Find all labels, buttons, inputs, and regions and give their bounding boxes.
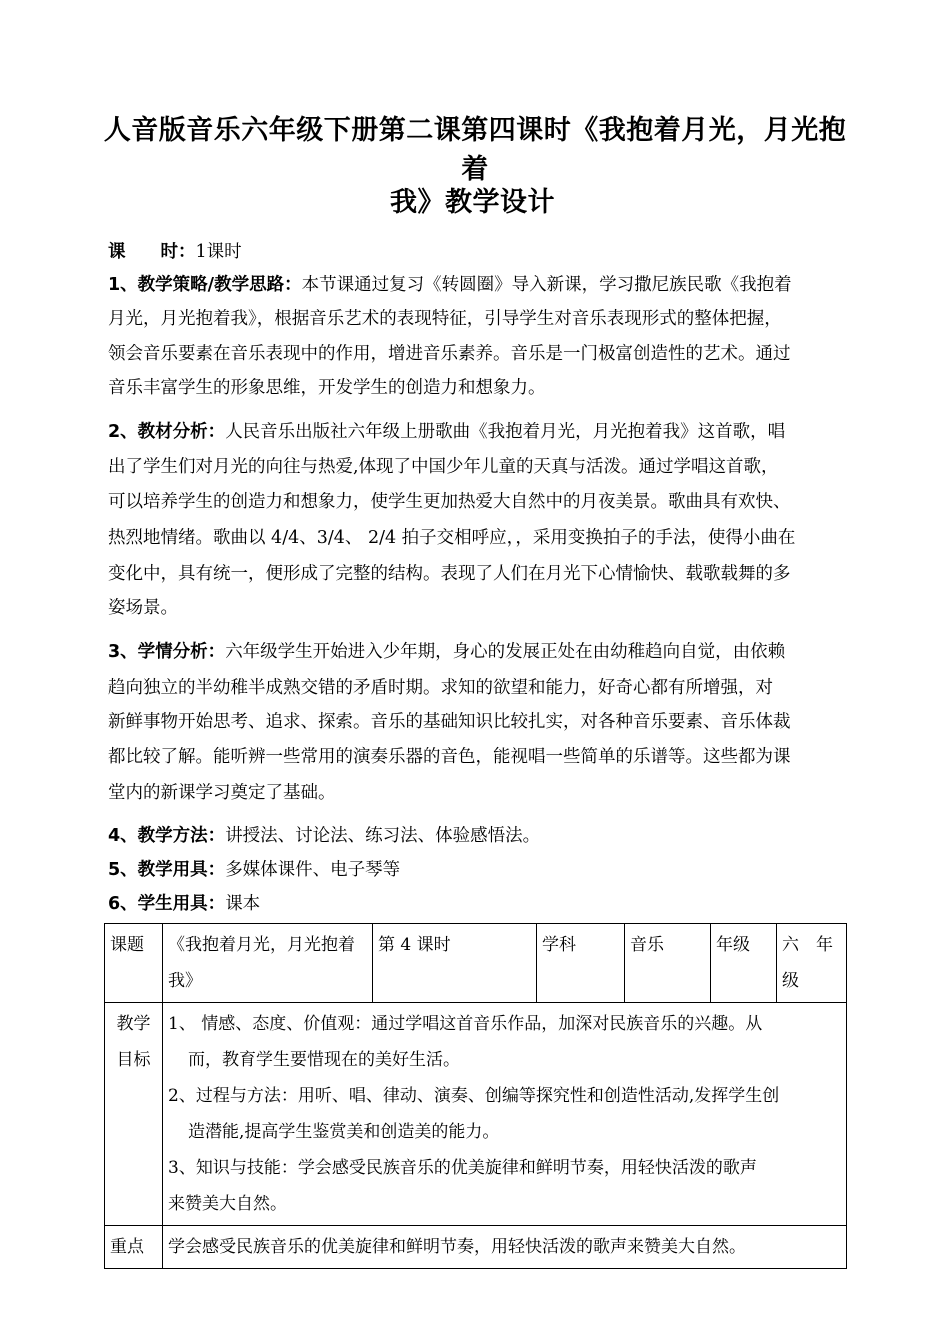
section-1-line-3: 领会音乐要素在音乐表现中的作用，增进音乐素养。音乐是一门极富创造性的艺术。通过 (108, 344, 791, 364)
objective-line: 2、过程与方法：用听、唱、律动、演奏、创编等探究性和创造性活动,发挥学生创 (168, 1086, 780, 1106)
objective-line: 3、知识与技能：学会感受民族音乐的优美旋律和鲜明节奏，用轻快活泼的歌声 (168, 1158, 757, 1178)
section-2-line-2: 出了学生们对月光的向往与热爱,体现了中国少年儿童的天真与活泼。通过学唱这首歌， (108, 457, 779, 477)
cell-objectives-content (163, 1003, 847, 1226)
objective-line: 来赞美大自然。 (168, 1194, 287, 1214)
section-1-line-1 (108, 271, 843, 296)
table-row-objectives (105, 1003, 847, 1226)
section-5-label: 5、教学用具： (108, 860, 226, 880)
section-3-label: 3、学情分析： (108, 642, 226, 662)
section-1-label: 1、教学策略/教学思路： (108, 275, 302, 295)
cell-grade-label: 年级 (711, 924, 777, 1003)
section-5-text: 多媒体课件、电子琴等 (225, 860, 401, 880)
cell-subject-label: 学科 (537, 924, 625, 1003)
cell-key-points-label: 重点 (105, 1226, 163, 1269)
title-line-1: 人音版音乐六年级下册第二课第四课时《我抱着月光，月光抱着 (103, 115, 847, 185)
section-2-line-6: 姿场景。 (108, 598, 178, 618)
section-1-text: 本节课通过复习《转圆圈》导入新课，学习撒尼族民歌《我抱着 (301, 275, 792, 295)
class-hours-label: 课 时： (108, 242, 196, 262)
cell-objectives-label: 教学目标 (105, 1003, 163, 1226)
section-2-text: 人民音乐出版社六年级上册歌曲《我抱着月光，月光抱着我》这首歌，唱 (225, 422, 786, 442)
section-4-text: 讲授法、讨论法、练习法、体验感悟法。 (225, 826, 541, 846)
section-2-line-4: 热烈地情绪。歌曲以 4/4、3/4、 2/4 拍子交相呼应，，采用变换拍子的手法，使得小曲在 (108, 528, 796, 548)
class-hours (108, 238, 843, 263)
section-6-label: 6、学生用具： (108, 894, 226, 914)
objective-line: 1、 情感、态度、价值观：通过学唱这首音乐作品，加深对民族音乐的兴趣。从 (168, 1014, 763, 1034)
cell-key-points-value: 学会感受民族音乐的优美旋律和鲜明节奏，用轻快活泼的歌声来赞美大自然。 (163, 1226, 847, 1269)
cell-lesson-number: 第 4 课时 (373, 924, 537, 1003)
section-5 (108, 856, 843, 881)
lesson-table (104, 923, 847, 1269)
table-row-key-points (105, 1226, 847, 1269)
objective-line: 而，教育学生要惜现在的美好生活。 (188, 1050, 460, 1070)
section-4-label: 4、教学方法： (108, 826, 226, 846)
section-3-line-1 (108, 638, 843, 663)
cell-subject-value: 音乐 (625, 924, 711, 1003)
class-hours-value: 1课时 (195, 242, 242, 262)
section-2-line-3: 可以培养学生的创造力和想象力，使学生更加热爱大自然中的月夜美景。歌曲具有欢快、 (108, 492, 791, 512)
section-2-label: 2、教材分析： (108, 422, 226, 442)
objective-line: 造潜能,提高学生鉴赏美和创造美的能力。 (188, 1122, 500, 1142)
title-line-2: 我》教学设计 (390, 187, 555, 218)
section-3-line-2: 趋向独立的半幼稚半成熟交错的矛盾时期。求知的欲望和能力，好奇心都有所增强，对 (108, 678, 773, 698)
cell-topic-value: 《我抱着月光，月光抱着我》 (163, 924, 373, 1003)
table-row-header (105, 924, 847, 1003)
section-2-line-5: 变化中，具有统一，便形成了完整的结构。表现了人们在月光下心情愉快、载歌载舞的多 (108, 564, 791, 584)
cell-topic-label: 课题 (105, 924, 163, 1003)
section-1-line-2: 月光，月光抱着我》，根据音乐艺术的表现特征，引导学生对音乐表现形式的整体把握， (108, 309, 782, 329)
section-3-text: 六年级学生开始进入少年期，身心的发展正处在由幼稚趋向自觉，由依赖 (225, 642, 786, 662)
section-6-text: 课本 (225, 894, 261, 914)
section-1-line-4: 音乐丰富学生的形象思维，开发学生的创造力和想象力。 (108, 378, 546, 398)
section-2-line-1 (108, 418, 843, 443)
section-6 (108, 890, 843, 915)
cell-grade-value: 六 年级 (777, 924, 847, 1003)
section-3-line-5: 堂内的新课学习奠定了基础。 (108, 783, 336, 803)
section-3-line-4: 都比较了解。能听辨一些常用的演奏乐器的音色，能视唱一些简单的乐谱等。这些都为课 (108, 747, 791, 767)
section-3-line-3: 新鲜事物开始思考、追求、探索。音乐的基础知识比较扎实，对各种音乐要素、音乐体裁 (108, 712, 791, 732)
section-4 (108, 822, 843, 847)
